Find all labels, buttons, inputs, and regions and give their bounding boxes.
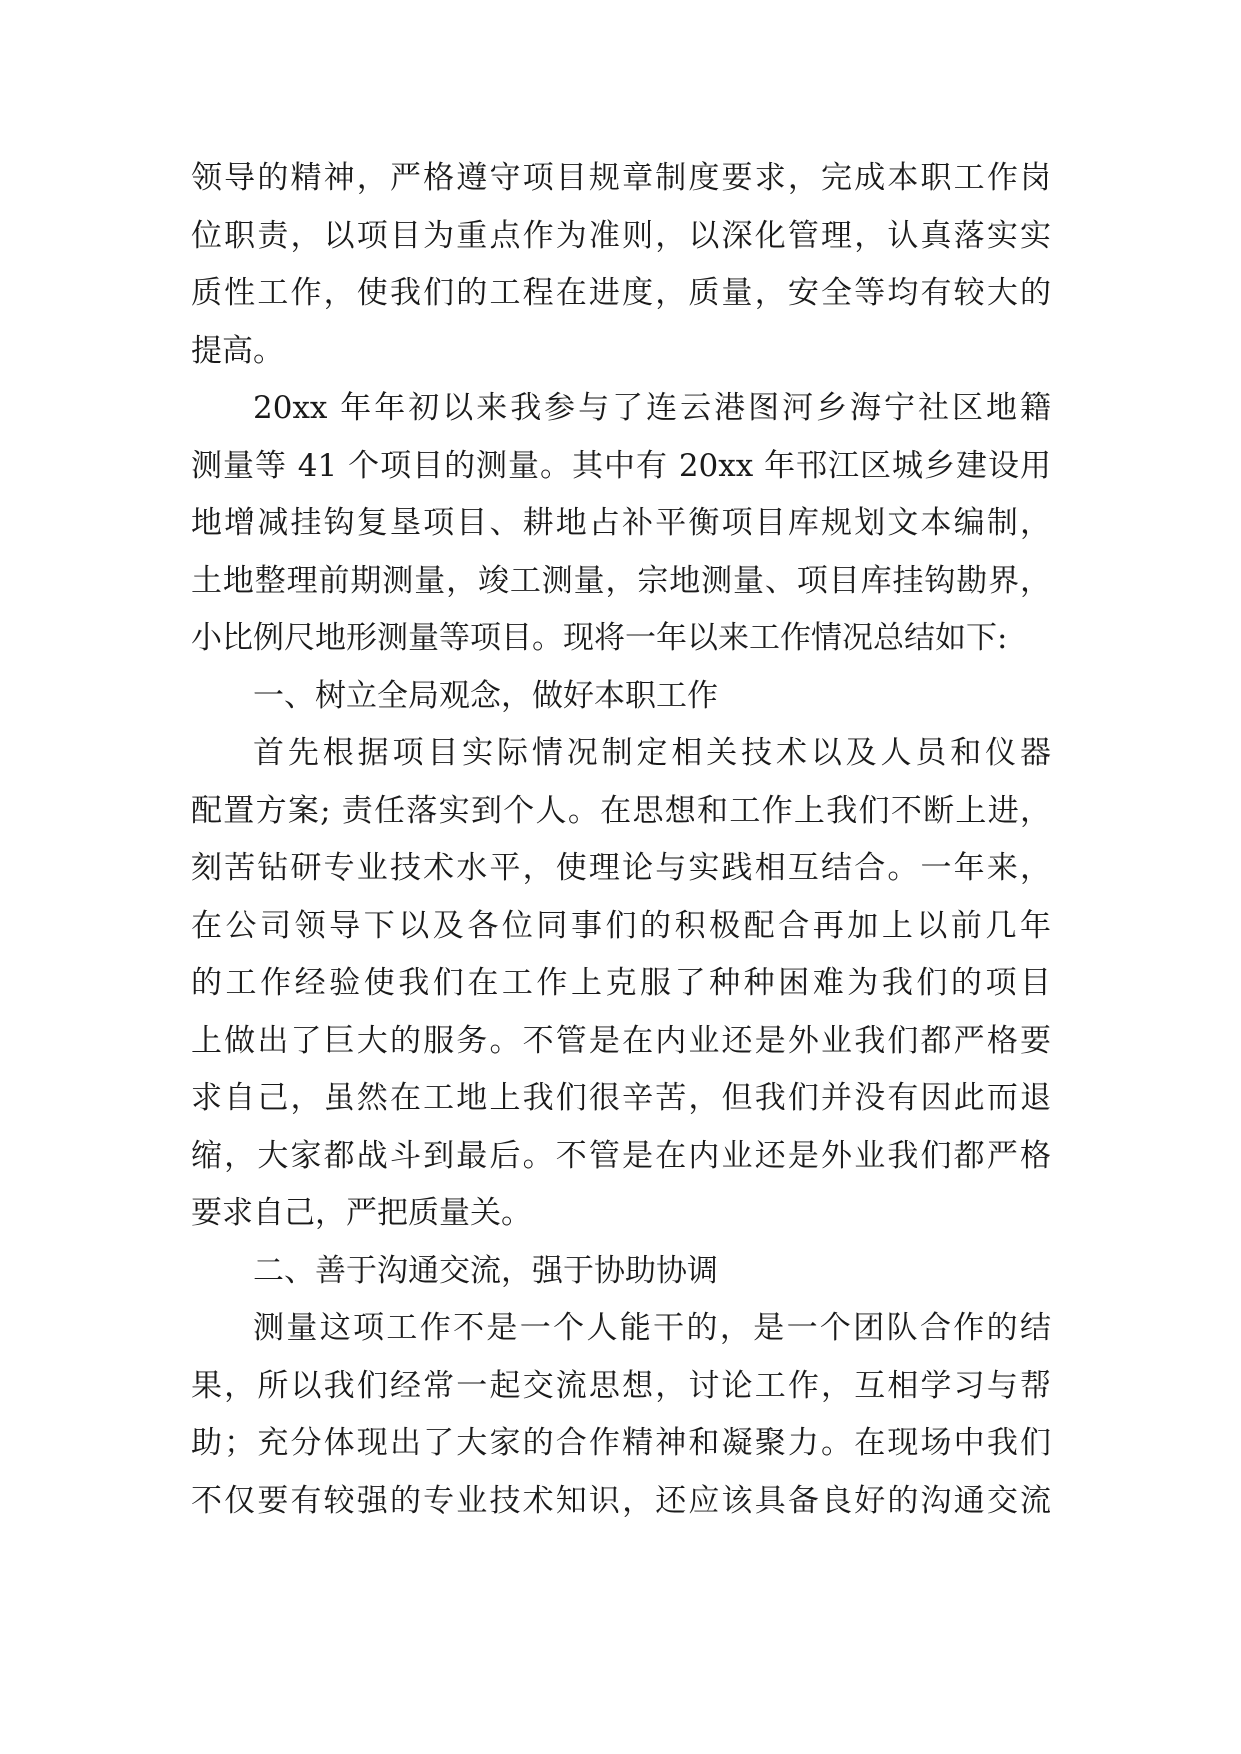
text-line: 在公司领导下以及各位同事们的积极配合再加上以前几年 <box>191 907 1051 944</box>
text-line: 小比例尺地形测量等项目。现将一年以来工作情况总结如下: <box>191 620 1008 656</box>
text-line: 土地整理前期测量，竣工测量，宗地测量、项目库挂钩勘界， <box>191 562 1051 599</box>
text-line: 配置方案; 责任落实到个人。在思想和工作上我们不断上进， <box>191 792 1051 829</box>
text-line: 的工作经验使我们在工作上克服了种种困难为我们的项目 <box>191 965 1051 1001</box>
text-line: 缩，大家都战斗到最后。不管是在内业还是外业我们都严格 <box>191 1137 1051 1174</box>
text-line: 领导的精神，严格遵守项目规章制度要求，完成本职工作岗 <box>191 160 1051 196</box>
text-line: 求自己，虽然在工地上我们很辛苦，但我们并没有因此而退 <box>191 1080 1051 1116</box>
text-line: 助；充分体现出了大家的合作精神和凝聚力。在现场中我们 <box>191 1425 1051 1461</box>
text-line: 刻苦钻研专业技术水平，使理论与实践相互结合。一年来， <box>191 850 1051 886</box>
text-line: 20xx 年年初以来我参与了连云港图河乡海宁社区地籍 <box>253 390 1051 426</box>
text-line: 要求自己，严把质量关。 <box>191 1195 532 1231</box>
text-line: 上做出了巨大的服务。不管是在内业还是外业我们都严格要 <box>191 1022 1051 1059</box>
text-line: 测量等 41 个项目的测量。其中有 20xx 年邗江区城乡建设用 <box>191 447 1051 484</box>
section-heading: 一、树立全局观念，做好本职工作 <box>253 677 718 714</box>
text-line: 果，所以我们经常一起交流思想，讨论工作，互相学习与帮 <box>191 1367 1051 1404</box>
text-line: 测量这项工作不是一个人能干的，是一个团队合作的结 <box>253 1310 1051 1346</box>
text-line: 地增减挂钩复垦项目、耕地占补平衡项目库规划文本编制， <box>191 505 1051 541</box>
text-line: 不仅要有较强的专业技术知识，还应该具备良好的沟通交流 <box>191 1482 1051 1519</box>
text-line: 首先根据项目实际情况制定相关技术以及人员和仪器 <box>253 735 1051 771</box>
document-body <box>191 150 1051 1530</box>
section-heading: 二、善于沟通交流，强于协助协调 <box>253 1252 718 1289</box>
text-line: 质性工作，使我们的工程在进度，质量，安全等均有较大的 <box>191 275 1051 311</box>
text-line: 提高。 <box>191 332 284 369</box>
text-line: 位职责，以项目为重点作为准则，以深化管理，认真落实实 <box>191 217 1051 254</box>
